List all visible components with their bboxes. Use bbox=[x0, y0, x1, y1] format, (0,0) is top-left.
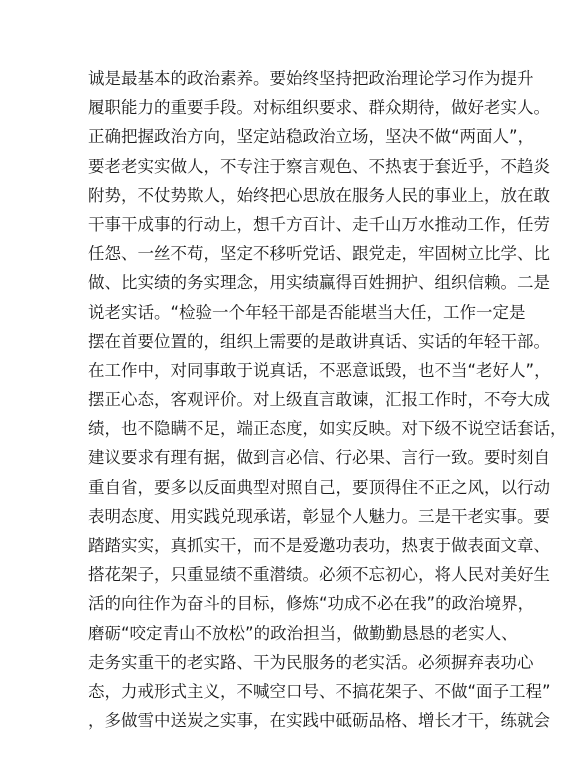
text-line: ，多做雪中送炭之实事，在实践中砥砺品格、增长才干，练就会 bbox=[88, 711, 550, 731]
text-line: 走务实重干的老实路、干为民服务的老实活。必须摒弃表功心 bbox=[88, 652, 534, 672]
text-line: 要老老实实做人，不专注于察言观色、不热衷于套近乎，不趋炎 bbox=[88, 156, 550, 176]
text-line: 任怨、一丝不苟，坚定不移听党话、跟党走，牢固树立比学、比 bbox=[88, 244, 550, 264]
text-line: 表明态度、用实践兑现承诺，彰显个人魅力。三是干老实事。要 bbox=[88, 506, 550, 526]
text-line: 摆正心态，客观评价。对上级直言敢谏，汇报工作时，不夸大成 bbox=[88, 390, 550, 410]
text-line: 干事干成事的行动上，想千方百计、走千山万水推动工作，任劳 bbox=[88, 214, 550, 234]
text-line: 说老实话。“检验一个年轻干部是否能堪当大任，工作一定是 bbox=[88, 302, 526, 322]
text-line: 附势，不仗势欺人，始终把心思放在服务人民的事业上，放在敢 bbox=[88, 185, 550, 205]
text-line: 建议要求有理有据，做到言必信、行必果、言行一致。要时刻自 bbox=[88, 448, 550, 468]
text-line: 重自省，要多以反面典型对照自己，要顶得住不正之风，以行动 bbox=[88, 477, 550, 497]
text-line: 磨砺“咬定青山不放松”的政治担当，做勤勤恳恳的老实人、 bbox=[88, 623, 518, 643]
text-line: 踏踏实实，真抓实干，而不是爱邀功表功，热衷于做表面文章、 bbox=[88, 536, 550, 555]
text-line: 态，力戒形式主义，不喊空口号、不搞花架子、不做“面子工程” bbox=[88, 681, 551, 701]
text-line: 在工作中，对同事敢于说真话，不恶意诋毁，也不当“老好人”， bbox=[88, 360, 551, 380]
text-line: 搭花架子，只重显绩不重潜绩。必须不忘初心，将人民对美好生 bbox=[88, 565, 550, 585]
text-line: 摆在首要位置的，组织上需要的是敢讲真话、实话的年轻干部。 bbox=[88, 331, 550, 351]
text-line: 绩，也不隐瞒不足，端正态度，如实反映。对下级不说空话套话， bbox=[88, 419, 567, 439]
text-line: 履职能力的重要手段。对标组织要求、群众期待，做好老实人。 bbox=[88, 98, 550, 118]
text-line: 做、比实绩的务实理念，用实绩赢得百姓拥护、组织信赖。二是 bbox=[88, 273, 550, 293]
text-line: 活的向往作为奋斗的目标，修炼“功成不必在我”的政治境界， bbox=[88, 594, 535, 614]
text-line: 正确把握政治方向，坚定站稳政治立场，坚决不做“两面人”， bbox=[88, 127, 535, 147]
text-line: 诚是最基本的政治素养。要始终坚持把政治理论学习作为提升 bbox=[88, 69, 534, 88]
body-text bbox=[88, 64, 567, 735]
